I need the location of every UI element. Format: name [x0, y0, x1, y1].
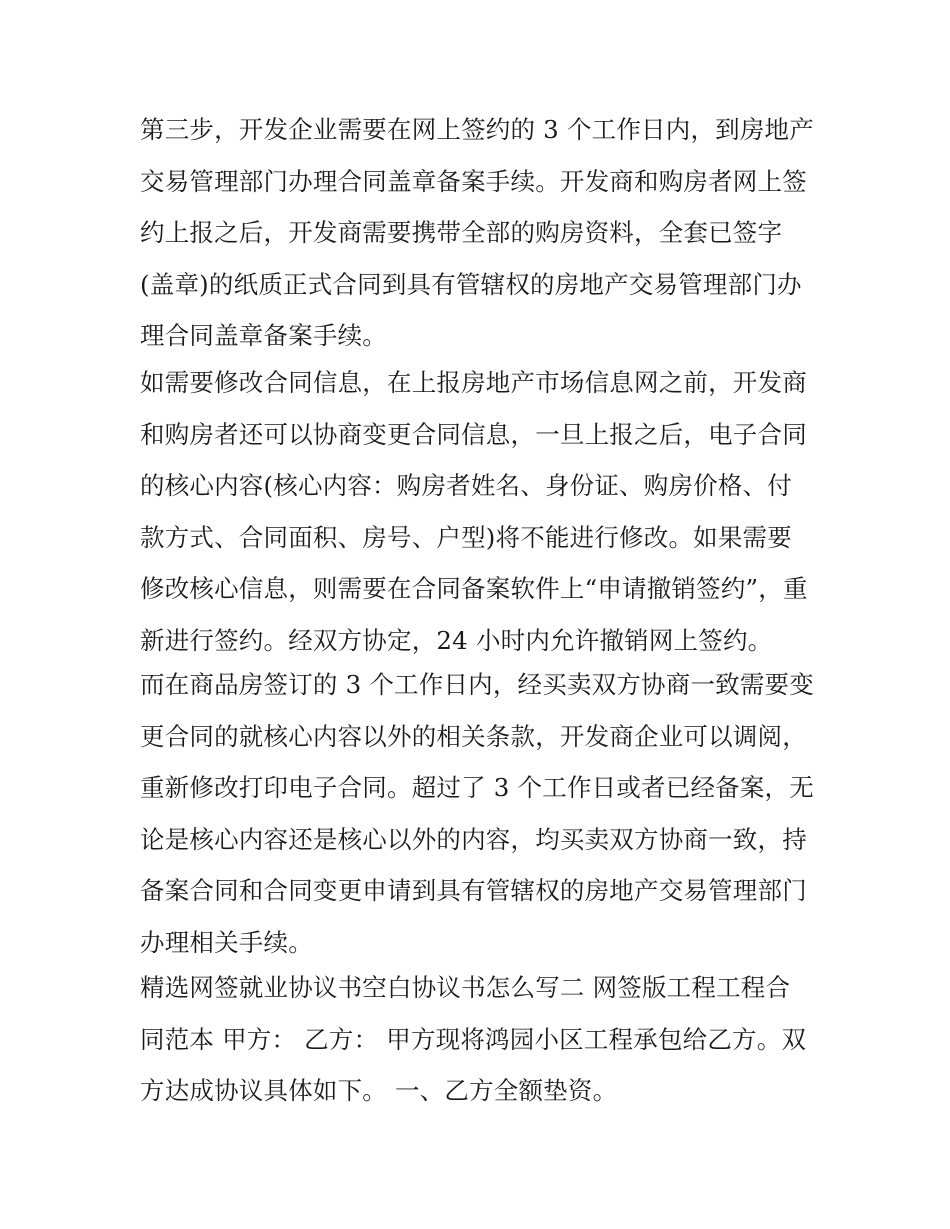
text-line: 款方式、合同面积、房号、户型)将不能进行修改。如果需要: [140, 522, 792, 552]
text-line: 新进行签约。经双方协定，24 小时内允许撤销网上签约。: [140, 625, 773, 655]
text-line: 重新修改打印电子合同。超过了 3 个工作日或者已经备案，无: [140, 773, 814, 802]
text-line: 约上报之后，开发商需要携带全部的购房资料，全套已签字: [140, 218, 783, 247]
paragraph-contract-template: [140, 962, 820, 1117]
text-line: 办理相关手续。: [140, 927, 313, 957]
text-line: 的核心内容(核心内容：购房者姓名、身份证、购房价格、付: [140, 471, 792, 500]
text-line: 理合同盖章备案手续。: [140, 321, 387, 350]
text-line: 备案合同和合同变更申请到具有管辖权的房地产交易管理部门: [140, 876, 807, 905]
paragraph-modify-contract: [140, 357, 820, 666]
text-line: 如需要修改合同信息，在上报房地产市场信息网之前，开发商: [140, 368, 807, 397]
text-line: 修改核心信息，则需要在合同备案软件上“申请撤销签约”，重: [140, 574, 808, 603]
text-line: 精选网签就业协议书空白协议书怎么写二 网签版工程工程合: [140, 973, 791, 1002]
text-line: 和购房者还可以协商变更合同信息，一旦上报之后，电子合同: [140, 419, 807, 449]
text-line: 交易管理部门办理合同盖章备案手续。开发商和购房者网上签: [140, 166, 807, 196]
text-line: 论是核心内容还是核心以外的内容，均买卖双方协商一致，持: [140, 824, 807, 854]
text-line: 更合同的就核心内容以外的相关条款，开发商企业可以调阅，: [140, 721, 807, 751]
text-line: (盖章)的纸质正式合同到具有管辖权的房地产交易管理部门办: [140, 269, 802, 299]
text-line: 第三步，开发企业需要在网上签约的 3 个工作日内，到房地产: [140, 115, 814, 144]
text-line: 方达成协议具体如下。 一、乙方全额垫资。: [140, 1076, 618, 1105]
text-line: 而在商品房签订的 3 个工作日内，经买卖双方协商一致需要变: [140, 670, 814, 699]
paragraph-change-terms: [140, 659, 820, 968]
text-line: 同范本 甲方： 乙方： 甲方现将鸿园小区工程承包给乙方。双: [140, 1024, 807, 1054]
paragraph-step-three: [140, 104, 820, 362]
